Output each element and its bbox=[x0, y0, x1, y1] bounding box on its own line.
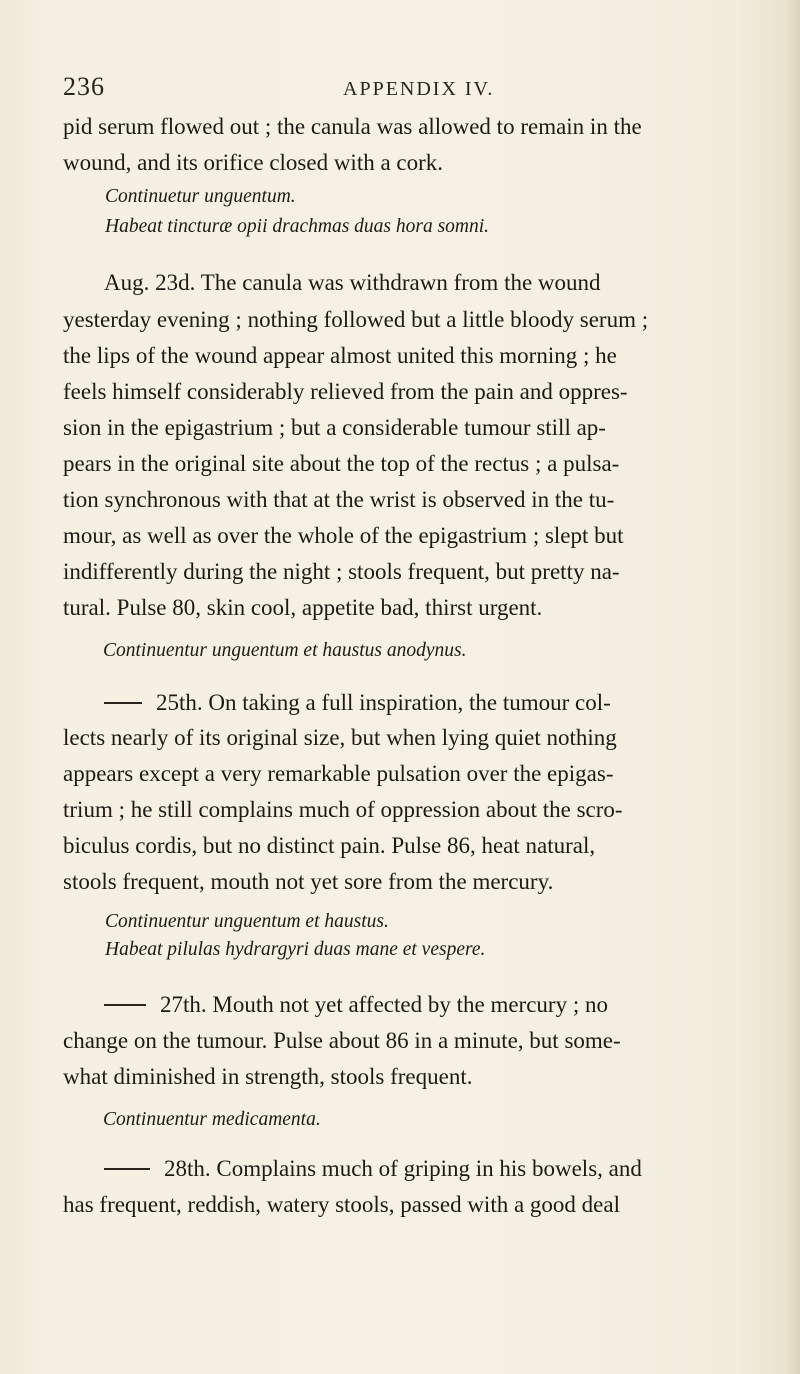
text-line: pid serum flowed out ; the canula was allowed to remain in the bbox=[63, 114, 642, 139]
text-line: what diminished in strength, stools frequent. bbox=[63, 1064, 473, 1089]
entry-text: 28th. Complains much of griping in his bowels, and bbox=[164, 1156, 642, 1181]
text-line: tural. Pulse 80, skin cool, appetite bad, thirst urgent. bbox=[63, 595, 543, 620]
text-line: yesterday evening ; nothing followed but a little bloody serum ; bbox=[63, 307, 649, 332]
text-line: mour, as well as over the whole of the epigastrium ; slept but bbox=[63, 523, 624, 548]
date-ditto-dash bbox=[104, 1168, 150, 1170]
prescription-line: Habeat pilulas hydrargyri duas mane et vespere. bbox=[105, 939, 486, 960]
text-line: biculus cordis, but no distinct pain. Pulse 86, heat natural, bbox=[63, 833, 596, 858]
text-line: stools frequent, mouth not yet sore from the mercury. bbox=[63, 869, 554, 894]
entry-text: 27th. Mouth not yet affected by the mercury ; no bbox=[160, 992, 608, 1017]
page-header bbox=[0, 72, 800, 112]
date-ditto-dash bbox=[104, 1004, 146, 1006]
entry-first-line bbox=[104, 990, 800, 1020]
entry-first-line: Aug. 23d. The canula was withdrawn from the wound bbox=[104, 270, 601, 295]
entry-text: 25th. On taking a full inspiration, the tumour col- bbox=[156, 690, 611, 715]
text-line: lects nearly of its original size, but when lying quiet nothing bbox=[63, 725, 617, 750]
text-line: trium ; he still complains much of oppression about the scro- bbox=[63, 797, 623, 822]
prescription-line: Habeat tincturæ opii drachmas duas hora somni. bbox=[105, 216, 490, 237]
entry-first-line bbox=[104, 1154, 800, 1184]
text-line: pears in the original site about the top of the rectus ; a pulsa- bbox=[63, 451, 620, 476]
prescription-line: Continuentur unguentum et haustus. bbox=[105, 911, 389, 932]
text-line: wound, and its orifice closed with a cork. bbox=[63, 150, 444, 175]
entry-first-line bbox=[104, 688, 800, 718]
prescription-line: Continuetur unguentum. bbox=[105, 186, 296, 207]
text-line: appears except a very remarkable pulsation over the epigas- bbox=[63, 761, 614, 786]
prescription-line: Continuentur medicamenta. bbox=[103, 1109, 321, 1130]
date-ditto-dash bbox=[104, 702, 142, 704]
running-head: APPENDIX IV. bbox=[343, 78, 495, 100]
text-line: has frequent, reddish, watery stools, passed with a good deal bbox=[63, 1192, 620, 1217]
text-line: change on the tumour. Pulse about 86 in a minute, but some- bbox=[63, 1028, 621, 1053]
text-line: the lips of the wound appear almost united this morning ; he bbox=[63, 343, 617, 368]
text-line: tion synchronous with that at the wrist is observed in the tu- bbox=[63, 487, 615, 512]
text-line: feels himself considerably relieved from the pain and oppres- bbox=[63, 379, 628, 404]
text-line: sion in the epigastrium ; but a considerable tumour still ap- bbox=[63, 415, 606, 440]
prescription-line: Continuentur unguentum et haustus anodynus. bbox=[103, 640, 467, 661]
page-number: 236 bbox=[63, 72, 105, 101]
text-line: indifferently during the night ; stools frequent, but pretty na- bbox=[63, 559, 620, 584]
